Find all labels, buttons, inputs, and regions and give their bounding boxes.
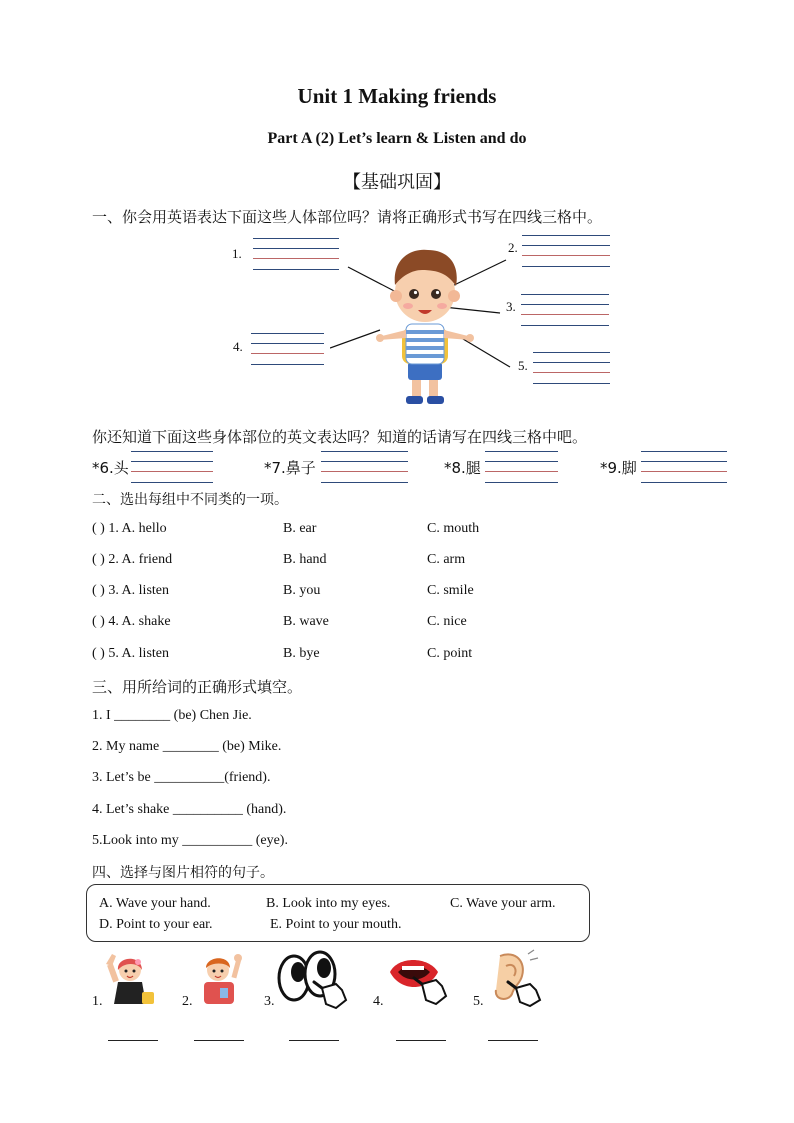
part2-q5: ( ) 5. A. listen [92, 646, 169, 661]
label-4: 4. [233, 339, 243, 354]
writing-lines-2 [522, 235, 610, 271]
part4-instruction: 四、选择与图片相符的句子。 [92, 865, 274, 881]
extra-item-leg: *8.腿 [444, 459, 481, 477]
part2-q2-b: B. hand [283, 552, 327, 567]
part2-q4-c: C. nice [427, 614, 467, 629]
boy-illustration [330, 240, 520, 410]
page-subtitle: Part A (2) Let’s learn & Listen and do [267, 130, 527, 147]
part2-instruction: 二、选出每组中不同类的一项。 [92, 492, 288, 508]
writing-lines-5 [533, 352, 610, 388]
part2-q1-b: B. ear [283, 521, 317, 536]
option-e: E. Point to your mouth. [270, 917, 402, 932]
label-2: 2. [508, 240, 518, 255]
part3-item-4: 4. Let’s shake __________ (hand). [92, 802, 287, 817]
pic-label-5: 5. [473, 994, 484, 1009]
writing-lines-9 [641, 451, 727, 487]
writing-lines-8 [485, 451, 558, 487]
options-box [86, 884, 590, 942]
answer-blank-3[interactable] [289, 1040, 339, 1041]
part1-instruction: 一、你会用英语表达下面这些人体部位吗？请将正确形式书写在四线三格中。 [92, 208, 603, 226]
option-c: C. Wave your arm. [450, 896, 556, 911]
answer-blank-2[interactable] [194, 1040, 244, 1041]
part2-q5-b: B. bye [283, 646, 320, 661]
part3-item-3: 3. Let’s be __________(friend). [92, 770, 271, 785]
part1-extra-instruction: 你还知道下面这些身体部位的英文表达吗？知道的话请写在四线三格中吧。 [92, 428, 588, 446]
option-b: B. Look into my eyes. [266, 896, 391, 911]
part3-item-1: 1. I ________ (be) Chen Jie. [92, 708, 252, 723]
part2-q5-c: C. point [427, 646, 473, 661]
part3-item-2: 2. My name ________ (be) Mike. [92, 739, 282, 754]
extra-item-foot: *9.脚 [600, 459, 637, 477]
ear-pointing-icon [486, 948, 542, 1008]
writing-lines-7 [321, 451, 408, 487]
part2-q1: ( ) 1. A. hello [92, 521, 167, 536]
section-tag: 【基础巩固】 [343, 172, 451, 193]
pic-label-2: 2. [182, 994, 193, 1009]
part3-item-5: 5.Look into my __________ (eye). [92, 833, 288, 848]
eyes-pointing-icon [276, 950, 350, 1010]
part2-q3: ( ) 3. A. listen [92, 583, 169, 598]
pic-label-3: 3. [264, 994, 275, 1009]
writing-lines-4 [251, 333, 324, 369]
extra-item-head: *6.头 [92, 459, 129, 477]
label-3: 3. [506, 299, 516, 314]
part2-q3-c: C. smile [427, 583, 474, 598]
pic-label-4: 4. [373, 994, 384, 1009]
answer-blank-1[interactable] [108, 1040, 158, 1041]
girl-waving-icon [102, 950, 158, 1008]
option-a: A. Wave your hand. [99, 896, 211, 911]
label-1: 1. [232, 246, 242, 261]
option-d: D. Point to your ear. [99, 917, 213, 932]
part2-q3-b: B. you [283, 583, 321, 598]
page-title: Unit 1 Making friends [297, 84, 497, 108]
part2-q2: ( ) 2. A. friend [92, 552, 173, 567]
label-5: 5. [518, 358, 528, 373]
part2-q4: ( ) 4. A. shake [92, 614, 171, 629]
answer-blank-5[interactable] [488, 1040, 538, 1041]
extra-item-nose: *7.鼻子 [264, 459, 316, 477]
mouth-pointing-icon [388, 950, 450, 1006]
writing-lines-1 [253, 238, 339, 274]
writing-lines-3 [521, 294, 609, 330]
answer-blank-4[interactable] [396, 1040, 446, 1041]
part2-q1-c: C. mouth [427, 521, 480, 536]
part3-instruction: 三、用所给词的正确形式填空。 [92, 678, 303, 696]
writing-lines-6 [131, 451, 213, 487]
part2-q4-b: B. wave [283, 614, 329, 629]
part2-q2-c: C. arm [427, 552, 466, 567]
pic-label-1: 1. [92, 994, 103, 1009]
boy-waving-icon [196, 950, 246, 1008]
